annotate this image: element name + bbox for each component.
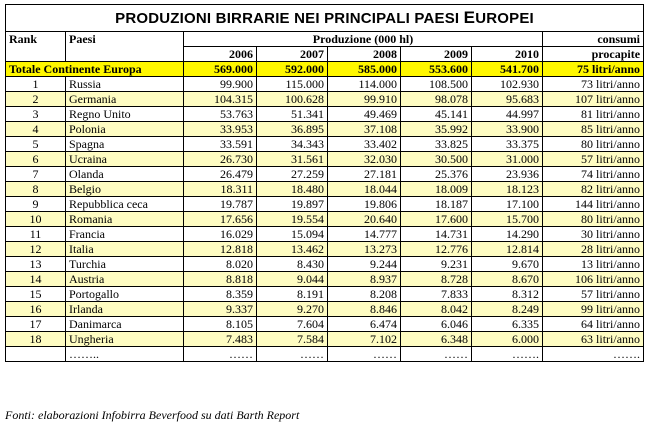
consumption-cell: 74 litri/anno: [543, 167, 644, 182]
year-header: 2007: [257, 47, 328, 62]
total-value: 541.700: [472, 62, 543, 77]
production-cell: 9.231: [401, 257, 472, 272]
country-cell: Austria: [66, 272, 184, 287]
table-row: [6, 77, 644, 92]
production-cell: 17.100: [472, 197, 543, 212]
production-cell: 8.430: [257, 257, 328, 272]
consumption-cell: 106 litri/anno: [543, 272, 644, 287]
country-cell: Portogallo: [66, 287, 184, 302]
table-row: [6, 152, 644, 167]
table-row: [6, 242, 644, 257]
country-cell: Spagna: [66, 137, 184, 152]
country-cell: Ucraina: [66, 152, 184, 167]
production-cell: 23.936: [472, 167, 543, 182]
production-cell: 6.474: [328, 317, 401, 332]
table-row: [6, 302, 644, 317]
production-cell: 12.818: [184, 242, 257, 257]
consumption-cell: 57 litri/anno: [543, 152, 644, 167]
production-cell: 26.730: [184, 152, 257, 167]
table-row: [6, 167, 644, 182]
production-cell: 8.728: [401, 272, 472, 287]
production-cell: 20.640: [328, 212, 401, 227]
production-cell: 108.500: [401, 77, 472, 92]
production-cell: 27.259: [257, 167, 328, 182]
table-row: [6, 257, 644, 272]
production-cell: 34.343: [257, 137, 328, 152]
total-value: 553.600: [401, 62, 472, 77]
country-cell: Regno Unito: [66, 107, 184, 122]
table-title-row: [6, 5, 644, 32]
country-cell: Francia: [66, 227, 184, 242]
beer-production-table: [5, 4, 644, 362]
production-cell: 9.670: [472, 257, 543, 272]
production-cell: 8.249: [472, 302, 543, 317]
production-cell: 114.000: [328, 77, 401, 92]
country-cell: Irlanda: [66, 302, 184, 317]
consumption-cell: 80 litri/anno: [543, 212, 644, 227]
production-cell: 51.341: [257, 107, 328, 122]
production-cell: 18.044: [328, 182, 401, 197]
production-cell: ……: [184, 347, 257, 362]
rank-cell: 2: [6, 92, 66, 107]
production-cell: 13.462: [257, 242, 328, 257]
production-cell: 7.584: [257, 332, 328, 347]
total-value: 592.000: [257, 62, 328, 77]
production-cell: 99.900: [184, 77, 257, 92]
production-cell: 6.348: [401, 332, 472, 347]
table-row: [6, 182, 644, 197]
production-cell: 98.078: [401, 92, 472, 107]
production-cell: 6.335: [472, 317, 543, 332]
consumption-cell: 13 litri/anno: [543, 257, 644, 272]
production-cell: 32.030: [328, 152, 401, 167]
table-row: [6, 227, 644, 242]
total-value: 585.000: [328, 62, 401, 77]
country-cell: Germania: [66, 92, 184, 107]
production-cell: ……: [401, 347, 472, 362]
year-header: 2010: [472, 47, 543, 62]
production-cell: 18.480: [257, 182, 328, 197]
consumption-cell: 80 litri/anno: [543, 137, 644, 152]
production-cell: 31.561: [257, 152, 328, 167]
total-row: [6, 62, 644, 77]
source-note: Fonti: elaborazioni Infobirra Beverfood su dati Barth Report: [5, 408, 300, 422]
production-cell: 45.141: [401, 107, 472, 122]
production-cell: 31.000: [472, 152, 543, 167]
country-cell: Ungheria: [66, 332, 184, 347]
production-cell: 102.930: [472, 77, 543, 92]
consumption-cell: …….: [543, 347, 644, 362]
production-cell: ……: [257, 347, 328, 362]
country-cell: Italia: [66, 242, 184, 257]
rank-cell: 13: [6, 257, 66, 272]
country-cell: Repubblica ceca: [66, 197, 184, 212]
production-cell: 100.628: [257, 92, 328, 107]
consumption-cell: 144 litri/anno: [543, 197, 644, 212]
country-cell: Romania: [66, 212, 184, 227]
production-cell: 16.029: [184, 227, 257, 242]
table-row: [6, 272, 644, 287]
consumption-header-line2: procapite: [543, 47, 644, 62]
country-cell: Turchia: [66, 257, 184, 272]
production-cell: 18.123: [472, 182, 543, 197]
table-row: [6, 107, 644, 122]
rank-cell: 18: [6, 332, 66, 347]
production-cell: 8.846: [328, 302, 401, 317]
rank-cell: 17: [6, 317, 66, 332]
production-cell: 27.181: [328, 167, 401, 182]
country-header: Paesi: [66, 32, 184, 62]
production-cell: 6.000: [472, 332, 543, 347]
year-header: 2008: [328, 47, 401, 62]
consumption-header-line1: consumi: [543, 32, 644, 47]
production-cell: 25.376: [401, 167, 472, 182]
production-cell: 12.776: [401, 242, 472, 257]
rank-header: Rank: [6, 32, 66, 62]
production-cell: 8.818: [184, 272, 257, 287]
consumption-cell: 85 litri/anno: [543, 122, 644, 137]
production-cell: 8.020: [184, 257, 257, 272]
country-cell: Olanda: [66, 167, 184, 182]
production-cell: 7.102: [328, 332, 401, 347]
production-cell: 33.375: [472, 137, 543, 152]
table-row: [6, 347, 644, 362]
rank-cell: [6, 347, 66, 362]
year-header: 2009: [401, 47, 472, 62]
production-cell: 9.244: [328, 257, 401, 272]
table-row: [6, 197, 644, 212]
production-cell: 44.997: [472, 107, 543, 122]
production-cell: 14.777: [328, 227, 401, 242]
production-cell: 8.359: [184, 287, 257, 302]
title-initial: E: [463, 7, 476, 27]
consumption-cell: 57 litri/anno: [543, 287, 644, 302]
consumption-cell: 81 litri/anno: [543, 107, 644, 122]
consumption-cell: 63 litri/anno: [543, 332, 644, 347]
rank-cell: 16: [6, 302, 66, 317]
country-cell: Polonia: [66, 122, 184, 137]
production-cell: 15.700: [472, 212, 543, 227]
rank-cell: 5: [6, 137, 66, 152]
country-cell: ……..: [66, 347, 184, 362]
rank-cell: 11: [6, 227, 66, 242]
rank-cell: 1: [6, 77, 66, 92]
production-cell: 8.312: [472, 287, 543, 302]
table-row: [6, 332, 644, 347]
production-cell: 104.315: [184, 92, 257, 107]
table-row: [6, 137, 644, 152]
table-row: [6, 92, 644, 107]
production-cell: 8.937: [328, 272, 401, 287]
production-cell: 18.009: [401, 182, 472, 197]
consumption-cell: 30 litri/anno: [543, 227, 644, 242]
production-cell: 33.402: [328, 137, 401, 152]
production-cell: ……: [328, 347, 401, 362]
production-cell: 18.187: [401, 197, 472, 212]
rank-cell: 10: [6, 212, 66, 227]
production-cell: …….: [472, 347, 543, 362]
production-cell: 99.910: [328, 92, 401, 107]
rank-cell: 8: [6, 182, 66, 197]
consumption-cell: 82 litri/anno: [543, 182, 644, 197]
production-cell: 18.311: [184, 182, 257, 197]
production-cell: 19.787: [184, 197, 257, 212]
production-cell: 8.670: [472, 272, 543, 287]
production-cell: 7.604: [257, 317, 328, 332]
rank-cell: 3: [6, 107, 66, 122]
production-cell: 26.479: [184, 167, 257, 182]
title-text: PRODUZIONI BIRRARIE NEI PRINCIPALI PAESI: [115, 9, 464, 27]
production-cell: 33.825: [401, 137, 472, 152]
production-cell: 13.273: [328, 242, 401, 257]
table-title: [6, 5, 644, 32]
production-cell: 19.554: [257, 212, 328, 227]
production-cell: 35.992: [401, 122, 472, 137]
rank-cell: 4: [6, 122, 66, 137]
production-cell: 95.683: [472, 92, 543, 107]
production-cell: 33.953: [184, 122, 257, 137]
production-cell: 33.591: [184, 137, 257, 152]
total-label: Totale Continente Europa: [6, 62, 184, 77]
production-cell: 36.895: [257, 122, 328, 137]
rank-cell: 12: [6, 242, 66, 257]
production-cell: 37.108: [328, 122, 401, 137]
consumption-cell: 28 litri/anno: [543, 242, 644, 257]
production-cell: 115.000: [257, 77, 328, 92]
title-rest: UROPEI: [475, 9, 534, 27]
consumption-cell: 64 litri/anno: [543, 317, 644, 332]
production-cell: 8.191: [257, 287, 328, 302]
production-cell: 7.483: [184, 332, 257, 347]
production-cell: 30.500: [401, 152, 472, 167]
production-cell: 9.044: [257, 272, 328, 287]
table-row: [6, 122, 644, 137]
production-cell: 9.270: [257, 302, 328, 317]
production-cell: 14.731: [401, 227, 472, 242]
table-row: [6, 212, 644, 227]
beer-production-table-container: [5, 4, 643, 362]
consumption-cell: 99 litri/anno: [543, 302, 644, 317]
production-header: Produzione (000 hl): [184, 32, 543, 47]
production-cell: 15.094: [257, 227, 328, 242]
production-cell: 8.208: [328, 287, 401, 302]
production-cell: 17.600: [401, 212, 472, 227]
production-cell: 19.806: [328, 197, 401, 212]
production-cell: 17.656: [184, 212, 257, 227]
rank-cell: 15: [6, 287, 66, 302]
header-row-1: [6, 32, 644, 47]
production-cell: 8.042: [401, 302, 472, 317]
production-cell: 53.763: [184, 107, 257, 122]
production-cell: 49.469: [328, 107, 401, 122]
rank-cell: 6: [6, 152, 66, 167]
total-value: 569.000: [184, 62, 257, 77]
production-cell: 8.105: [184, 317, 257, 332]
production-cell: 12.814: [472, 242, 543, 257]
production-cell: 14.290: [472, 227, 543, 242]
production-cell: 19.897: [257, 197, 328, 212]
rank-cell: 9: [6, 197, 66, 212]
rank-cell: 7: [6, 167, 66, 182]
consumption-cell: 107 litri/anno: [543, 92, 644, 107]
table-row: [6, 287, 644, 302]
production-cell: 9.337: [184, 302, 257, 317]
production-cell: 6.046: [401, 317, 472, 332]
country-cell: Russia: [66, 77, 184, 92]
production-cell: 7.833: [401, 287, 472, 302]
country-cell: Danimarca: [66, 317, 184, 332]
table-row: [6, 317, 644, 332]
consumption-cell: 73 litri/anno: [543, 77, 644, 92]
production-cell: 33.900: [472, 122, 543, 137]
rank-cell: 14: [6, 272, 66, 287]
year-header: 2006: [184, 47, 257, 62]
total-consumption: 75 litri/anno: [543, 62, 644, 77]
country-cell: Belgio: [66, 182, 184, 197]
